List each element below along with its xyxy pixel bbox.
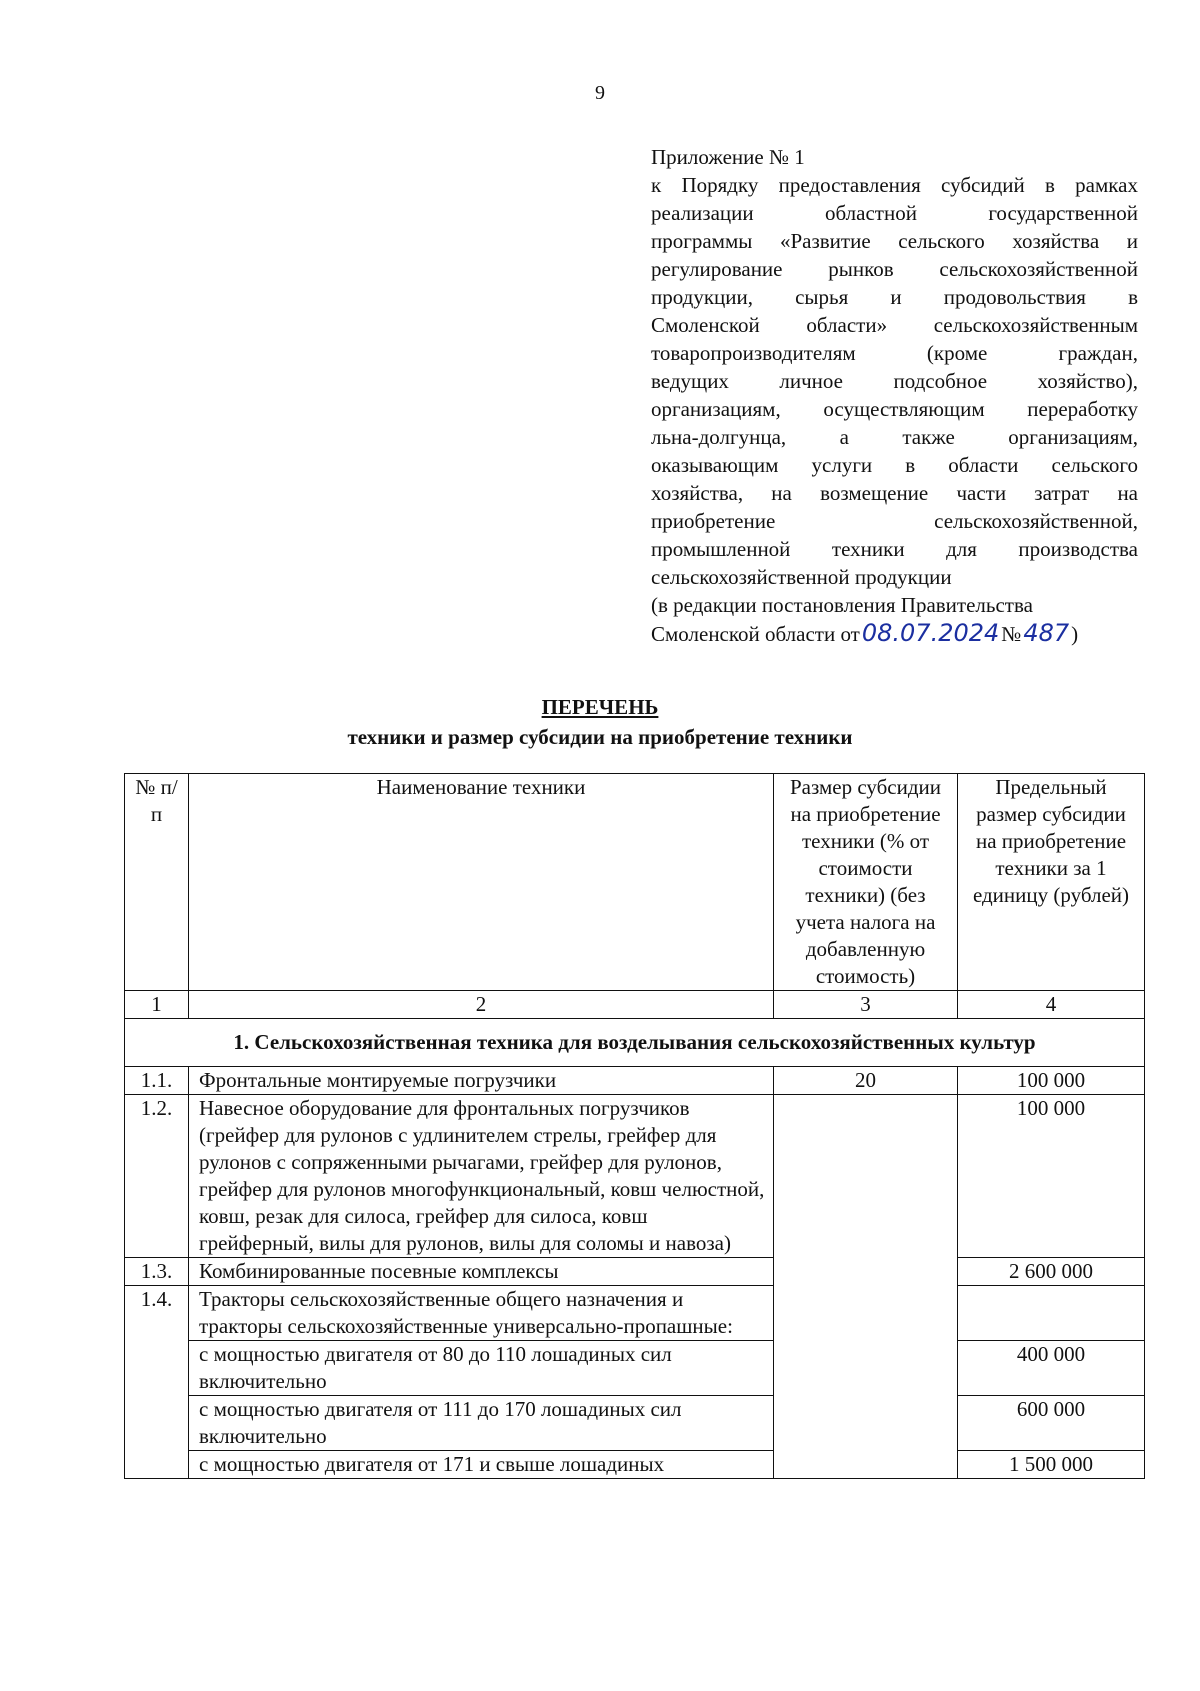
row-num: 1.1. [125, 1067, 189, 1095]
row-name: Фронтальные монтируемые погрузчики [189, 1067, 774, 1095]
appendix-last-line [651, 619, 1138, 648]
table-row [125, 1258, 1145, 1286]
row-limit: 100 000 [958, 1095, 1145, 1258]
table-row [125, 1286, 1145, 1341]
row-percent: 20 [774, 1067, 958, 1095]
appendix-line: хозяйства, на возмещение части затрат на [651, 481, 1138, 505]
row-num: 1.3. [125, 1258, 189, 1286]
number-label: № [1001, 622, 1022, 646]
row-limit: 2 600 000 [958, 1258, 1145, 1286]
row-num: 1.4. [125, 1286, 189, 1479]
appendix-line: организациям, осуществляющим переработку [651, 397, 1138, 421]
section-title: 1. Сельскохозяйственная техника для возделывания сельскохозяйственных культур [125, 1019, 1145, 1067]
subrow-name: с мощностью двигателя от 80 до 110 лошадиных сил включительно [189, 1341, 774, 1396]
page-number: 9 [595, 82, 605, 104]
appendix-line: программы «Развитие сельского хозяйства и [651, 229, 1138, 253]
appendix-line: Приложение № 1 [651, 145, 805, 169]
title-line-2: техники и размер субсидии на приобретение техники [347, 725, 853, 749]
subrow-limit: 400 000 [958, 1341, 1145, 1396]
appendix-line: продукции, сырья и продовольствия в [651, 285, 1138, 309]
appendix-line: сельскохозяйственной продукции [651, 565, 952, 589]
table-subrow [125, 1396, 1145, 1451]
row-name: Комбинированные посевные комплексы [189, 1258, 774, 1286]
row-num: 1.2. [125, 1095, 189, 1258]
table-header-row [125, 774, 1145, 991]
appendix-line: (в редакции постановления Правительства [651, 593, 1033, 617]
table-subrow [125, 1341, 1145, 1396]
equipment-table [124, 773, 1145, 1479]
appendix-line: приобретение сельскохозяйственной, [651, 509, 1138, 533]
appendix-line: товаропроизводителям (кроме граждан, [651, 341, 1138, 365]
row-name: Навесное оборудование для фронтальных погрузчиков (грейфер для рулонов с удлинителем стрелы, грейфер для рулонов с сопряженными рычагами, грейфер для рулонов, грейфер для рулонов многофункциональный, ковш челюстной, ковш, резак для силоса, грейфер для силоса, ковш грейферный, вилы для рулонов, вилы для соломы и навоза) [189, 1095, 774, 1258]
row-percent-merged [774, 1095, 958, 1479]
column-number-row [125, 991, 1145, 1019]
row-limit: 100 000 [958, 1067, 1145, 1095]
title-line-1: ПЕРЕЧЕНЬ [541, 695, 659, 719]
table-row [125, 1067, 1145, 1095]
col-number: 2 [189, 991, 774, 1019]
col-number: 3 [774, 991, 958, 1019]
subrow-name: с мощностью двигателя от 111 до 170 лошадиных сил включительно [189, 1396, 774, 1451]
appendix-line: Смоленской области» сельскохозяйственным [651, 313, 1138, 337]
col-number: 4 [958, 991, 1145, 1019]
appendix-line: льна-долгунца, а также организациям, [651, 425, 1138, 449]
subrow-limit: 600 000 [958, 1396, 1145, 1451]
appendix-line: к Порядку предоставления субсидий в рамках [651, 173, 1138, 197]
close-paren: ) [1071, 622, 1079, 646]
appendix-line: ведущих личное подсобное хозяйство), [651, 369, 1138, 393]
header-limit: Предельный размер субсидии на приобретение техники за 1 единицу (рублей) [958, 774, 1145, 991]
appendix-block [651, 143, 1138, 648]
row-name: Тракторы сельскохозяйственные общего назначения и тракторы сельскохозяйственные универсально-пропашные: [189, 1286, 774, 1341]
subrow-name: с мощностью двигателя от 171 и свыше лошадиных [189, 1451, 774, 1479]
col-number: 1 [125, 991, 189, 1019]
appendix-line: оказывающим услуги в области сельского [651, 453, 1138, 477]
appendix-line: реализации областной государственной [651, 201, 1138, 225]
section-row [125, 1019, 1145, 1067]
appendix-prefix: Смоленской области от [651, 622, 860, 646]
header-num: № п/п [125, 774, 189, 991]
header-name: Наименование техники [189, 774, 774, 991]
handwritten-number: 487 [1023, 619, 1070, 647]
subrow-limit: 1 500 000 [958, 1451, 1145, 1479]
table-subrow [125, 1451, 1145, 1479]
row-limit [958, 1286, 1145, 1341]
document-title [0, 692, 1200, 752]
header-percent: Размер субсидии на приобретение техники (% от стоимости техники) (без учета налога на добавленную стоимость) [774, 774, 958, 991]
appendix-line: регулирование рынков сельскохозяйственной [651, 257, 1138, 281]
handwritten-date: 08.07.2024 [861, 619, 1000, 647]
table-row [125, 1095, 1145, 1258]
appendix-line: промышленной техники для производства [651, 537, 1138, 561]
